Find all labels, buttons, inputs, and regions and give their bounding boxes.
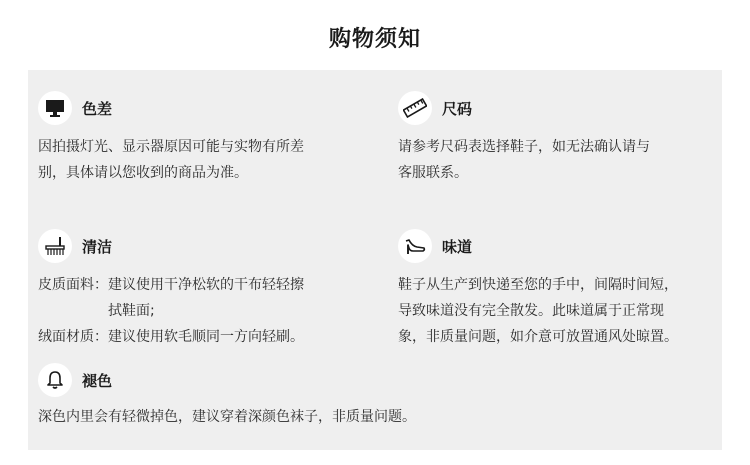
brush-icon xyxy=(38,229,72,263)
section-fading xyxy=(38,362,718,430)
ruler-icon xyxy=(398,91,432,125)
section-title: 尺码 xyxy=(442,99,473,118)
row-value: 建议使用软毛顺同一方向轻刷。 xyxy=(108,329,304,345)
section-text xyxy=(38,404,718,430)
text-line: 深色内里会有轻微掉色，建议穿着深颜色袜子，非质量问题。 xyxy=(38,409,416,425)
text-line: 导致味道没有完全散发。此味道属于正常现 xyxy=(398,303,664,319)
text-line: 别，具体请以您收到的商品为准。 xyxy=(38,165,248,181)
text-line: 客服联系。 xyxy=(398,165,468,181)
section-header xyxy=(38,228,378,264)
text-line: 象，非质量问题，如介意可放置通风处晾置。 xyxy=(398,329,678,345)
section-text xyxy=(38,134,378,186)
section-size xyxy=(398,90,718,186)
section-text xyxy=(398,134,718,186)
row-value xyxy=(108,272,304,324)
section-text xyxy=(398,272,722,350)
section-cleaning xyxy=(38,228,378,350)
section-text xyxy=(38,272,378,350)
text-line: 建议使用干净松软的干布轻轻擦 xyxy=(108,277,304,293)
section-title: 色差 xyxy=(82,99,113,118)
monitor-icon xyxy=(38,91,72,125)
section-title: 褪色 xyxy=(82,371,113,390)
cleaning-row-leather xyxy=(38,272,378,324)
text-line: 鞋子从生产到快递至您的手中，间隔时间短， xyxy=(398,277,678,293)
bell-icon xyxy=(38,363,72,397)
text-line: 拭鞋面; xyxy=(108,303,155,319)
section-header xyxy=(38,362,718,398)
page-title: 购物须知 xyxy=(328,27,421,52)
section-header xyxy=(398,90,718,126)
row-key: 皮质面料： xyxy=(38,277,108,293)
cleaning-row-suede xyxy=(38,324,378,350)
section-header xyxy=(38,90,378,126)
high-heel-icon xyxy=(398,229,432,263)
section-title: 味道 xyxy=(442,237,473,256)
section-smell xyxy=(398,228,722,350)
text-line: 请参考尺码表选择鞋子，如无法确认请与 xyxy=(398,139,650,155)
row-key: 绒面材质： xyxy=(38,329,108,345)
section-title: 清洁 xyxy=(82,237,113,256)
text-line: 因拍摄灯光、显示器原因可能与实物有所差 xyxy=(38,139,304,155)
section-header xyxy=(398,228,722,264)
section-color-difference xyxy=(38,90,378,186)
notice-panel xyxy=(28,70,722,450)
